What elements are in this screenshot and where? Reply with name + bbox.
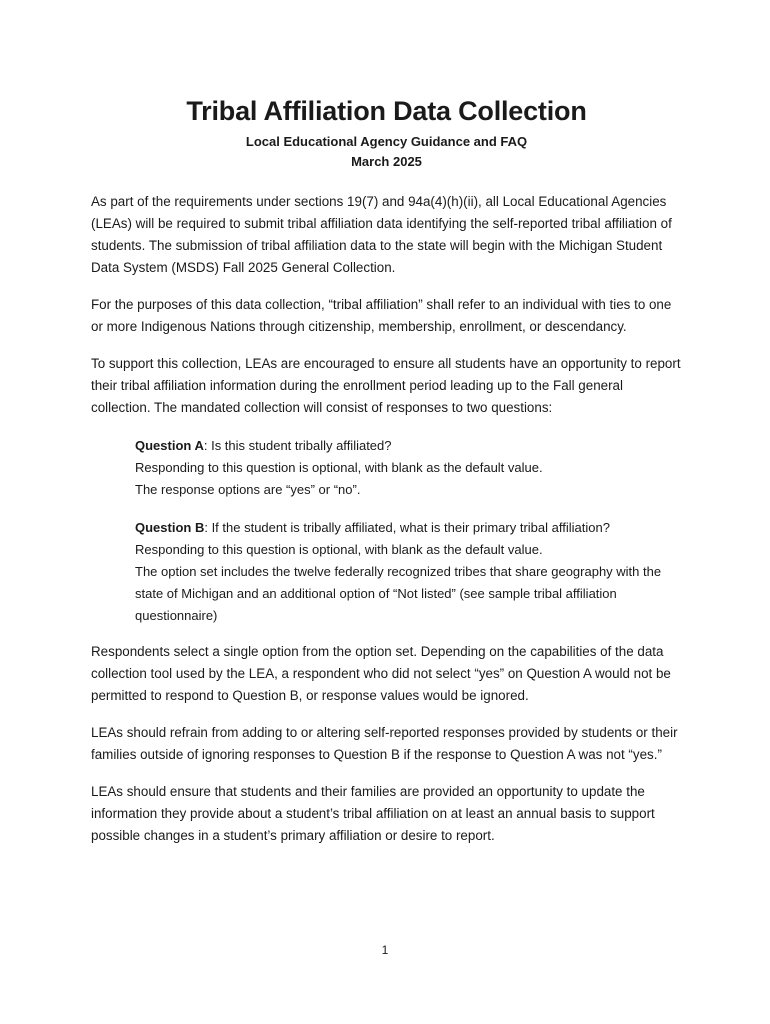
paragraph-collection-support: To support this collection, LEAs are encouraged to ensure all students have an opportunity to report their tribal affiliation information during the enrollment period leading up to the Fall general collection. The mandated collection will consist of responses to two questions: <box>91 356 681 415</box>
question-b-line <box>135 517 682 539</box>
question-a-label: Question A <box>135 438 204 453</box>
question-b-block <box>135 517 682 627</box>
question-a-line <box>135 435 682 457</box>
question-a-optional-note: Responding to this question is optional, with blank as the default value. <box>135 460 543 475</box>
question-b-options-note: The option set includes the twelve federally recognized tribes that share geography with the state of Michigan and an additional option of “Not listed” (see sample tribal affiliation questionnaire) <box>135 564 662 623</box>
question-b-label: Question B <box>135 520 205 535</box>
page-number: 1 <box>381 943 389 957</box>
question-a-options-note: The response options are “yes” or “no”. <box>135 482 361 497</box>
question-b-optional-note: Responding to this question is optional, with blank as the default value. <box>135 542 543 557</box>
paragraph-update: LEAs should ensure that students and their families are provided an opportunity to update the information they provide about a student’s tribal affiliation on at least an annual basis to support possible changes in a student’s primary affiliation or desire to report. <box>91 784 655 843</box>
document-date: March 2025 <box>351 154 422 169</box>
document-subtitle: Local Educational Agency Guidance and FAQ <box>245 134 528 149</box>
document-title: Tribal Affiliation Data Collection <box>186 96 587 126</box>
question-b-text: : If the student is tribally affiliated, what is their primary tribal affiliation? <box>204 520 610 535</box>
question-a-block <box>135 435 682 501</box>
paragraph-respondents: Respondents select a single option from the option set. Depending on the capabilities of the data collection tool used by the LEA, a respondent who did not select “yes” on Question A would not be permitted to respond to Question B, or response values would be ignored. <box>91 644 671 703</box>
paragraph-refrain: LEAs should refrain from adding to or altering self-reported responses provided by students or their families outside of ignoring responses to Question B if the response to Question A was not “yes.” <box>91 725 678 762</box>
paragraph-requirements: As part of the requirements under sections 19(7) and 94a(4)(h)(ii), all Local Educational Agencies (LEAs) will be required to submit tribal affiliation data identifying the self-reported tribal affiliation of students. The submission of tribal affiliation data to the state will begin with the Michigan Student Data System (MSDS) Fall 2025 General Collection. <box>91 194 672 275</box>
paragraph-definition: For the purposes of this data collection, “tribal affiliation” shall refer to an individual with ties to one or more Indigenous Nations through citizenship, membership, enrollment, or descendancy. <box>91 297 672 334</box>
question-a-text: : Is this student tribally affiliated? <box>203 438 392 453</box>
